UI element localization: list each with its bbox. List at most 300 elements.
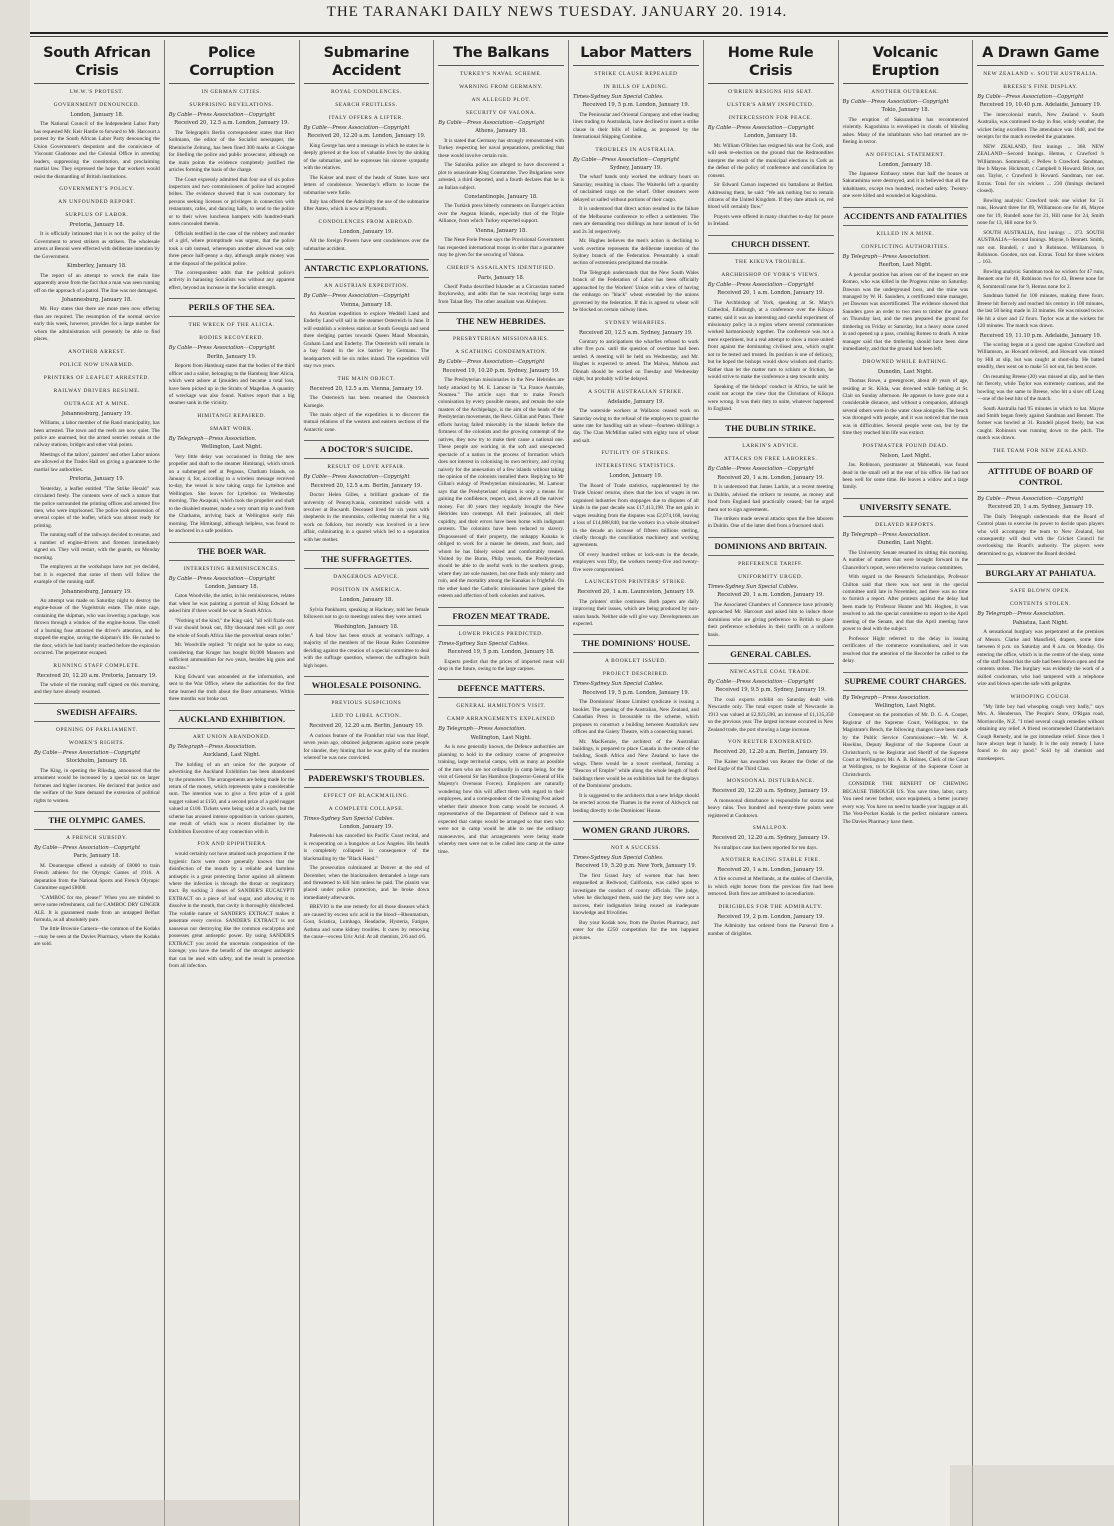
subheading: STRIKE CLAUSE REPEALED <box>594 71 678 77</box>
section-heading: A DOCTOR'S SUICIDE. <box>304 440 430 459</box>
subheading: THE MAIN OBJECT. <box>337 375 396 382</box>
subheading: AN UNFOUNDED REPORT. <box>58 199 136 206</box>
dateline: London, January 18. <box>339 597 393 604</box>
article-paragraph: A peculiar position has arisen out of the inquest on one Romeo, who was killed in the Progress mine on Saturday. Dawson was the underground boss, and the mine was managed by W. H. Saunders, a certificated mine manager, yet Dawson was uncertificated. The evidence showed that Saunders gave an order to two men to timber the ground on Thursday last, and the men prepared the ground for timbering on Friday or Saturday, but a heavy stone caved in and opened up a pass, crushing Romeo to death. A mine manager said that the timbering should have been done immediately, and that the ground had been left. <box>842 271 969 353</box>
section-heading: FROZEN MEAT TRADE. <box>438 607 564 626</box>
agency-credit: By Cable—Press Association—Copyright <box>438 359 545 366</box>
subheading: CONFLICTING AUTHORITIES. <box>861 243 950 250</box>
section-heading: THE NEW HEBRIDES. <box>438 312 564 331</box>
article-paragraph: It is officially intimated that it is not the policy of the Government to arrest strikers as strikers. The wholesale arrests at Benoni were effected with deliberate intention by the Government. <box>34 231 160 260</box>
agency-credit: By Telegraph—Press Association. <box>168 743 257 750</box>
dateline: Vienna, January 18. <box>475 227 527 234</box>
article-paragraph: The University Senate resumed its sitting this morning. A number of matters that were brought forward in the Chancellor's report, were referred to various committees. <box>842 549 969 571</box>
subheading: OPENING OF PARLIAMENT. <box>56 726 138 733</box>
article-paragraph: The eruption of Sakurashima has recommenced violently. Kagoshima is enveloped in clouds of blinding ashes. Many of the inhabitants who had returned are re-fleeing in terror. <box>842 116 969 146</box>
subheading: THE KIKUYA TROUBLE. <box>735 258 807 265</box>
agency-credit: By Telegraph—Press Association. <box>168 435 257 442</box>
article-paragraph: Mr. Hughes believes the men's action is declining to work overtime represents the deliberate intention of the Sydney branch of the Federation. Presumably a small section of extremists precipitated the trouble. <box>573 238 699 267</box>
dateline: Auckland, Last Night. <box>202 752 261 759</box>
dateline: Received 20, 1 a.m. London, January 19. <box>717 867 824 874</box>
article-paragraph: Jas. Robinson, postmaster at Mahoetahi, was found dead in the small cell at the rear of his office. He had not been well for some time. He leaves a widow and a large family. <box>842 462 969 491</box>
subheading: CAMP ARRANGEMENTS EXPLAINED <box>447 716 556 723</box>
subheading: BREESE'S FINE DISPLAY. <box>1003 84 1079 90</box>
article-paragraph: An attempt was made on Saturday night to destroy the engine-house of the Vogelstruis estate. The mine cage, containing the skipman, who was lowering a package, was thrown through a window of the engine-house. The smell of a burning fuse attracted the driver's attention, and he stopped the engine, saving the skipman's life. He rushed to the door, which he had barely reached before the explosion occurred. The perpetrator escaped. <box>34 597 160 657</box>
agency-credit: Times-Sydney Sun Special Cables. <box>707 583 799 590</box>
section-heading: UNIVERSITY SENATE. <box>843 498 969 517</box>
agency-credit: Times-Sydney Sun Special Cables. <box>303 815 395 822</box>
article-paragraph: The correspondent adds that the political police's activity in harassing Socialists was without any apparent effect, beyond an increase in the Socialist strength. <box>168 269 295 291</box>
subheading: IN GERMAN CITIES. <box>201 89 262 95</box>
article-paragraph: The scoring began at a good rate against Crawford and Williamson, as Howard relieved, and Howard was missed by Hill at slip, but was caught at short-slip. He batted steadily, then went on to make 51 not out, his best score. <box>977 341 1104 371</box>
subheading: ATTACKS ON FREE LABORERS. <box>723 456 818 463</box>
article-paragraph: The wharf hands only worked the ordinary hours on Saturday, resulting in chaos. The Waiteriki left a quantity of unclaimed cargo on the wharf. Other steamers were delayed or sailed without portions of their cargo. <box>573 174 699 203</box>
article-paragraph: The intercolonial match, New Zealand v. South Australia, was continued to-day in fine, windy weather, the wicket being excellent. The attendance was 1040, and the receipts for the match exceeded the guarantee. <box>977 111 1104 141</box>
dateline: Kimberley, January 18. <box>66 263 127 270</box>
dateline: Received 20, 12.20 a.m. Pretoria, January 19. <box>36 672 157 679</box>
agency-credit: By Cable—Press Association—Copyright <box>438 120 545 126</box>
dateline: Received 20, 12.5 a.m. London, January 19. <box>174 120 290 127</box>
article-paragraph: Speaking of the bishops' conduct in Africa, he said he could not accept the view that the Christians of Kikuya were wrong. It was their duty to unite, whatever happened in England. <box>707 383 834 412</box>
dateline: Received 19, 10.20 p.m. Sydney, January 19. <box>442 367 560 374</box>
section-heading: THE DUBLIN STRIKE. <box>708 419 834 438</box>
dateline: Washington, January 18. <box>334 623 399 630</box>
dateline: London, January 18. <box>878 161 932 168</box>
subheading: POSITION IN AMERICA. <box>330 587 402 594</box>
article-paragraph: Bowling analysis: Sandman took no wickets for 47 runs, Bennett one for 40, Robinson two for 43, Breese none for 8, Sommerall none for 9, Hemus none for 2. <box>977 268 1104 290</box>
article-paragraph: A curious feature of the Frankfurt trial was that Hopf, seven years ago, obtained judgments against some people for slander, they hinting that he was guilty of the murders whereof he was now convicted. <box>303 732 430 762</box>
dateline: Received 20, 1 a.m. Launceston, January 19. <box>577 589 695 596</box>
agency-credit: By Telegraph—Press Association. <box>842 694 931 701</box>
dateline: Dunedin, Last Night. <box>877 368 933 375</box>
article-paragraph: The Japanese Embassy states that half the houses at Sakurashima were destroyed, and it is believed that all the inhabitants, except two hundred, reached safety. Twenty-one were killed and wounded at Kagoshima. <box>842 171 969 200</box>
subheading: AN ALLEGED PLOT. <box>471 97 531 103</box>
subheading: SECURITY OF VALONA. <box>465 110 537 116</box>
article-paragraph: BREVIO is the one remedy for all those diseases which are caused by excess uric acid in the blood—Rheumatism, Gout, Sciatica, Lumbago, Headache, Hysteria, Fatigue, Asthma and some kidney troubles. It cures by removing the cause—excess Uric Acid. At all chemists, 2/6 and 4/6. <box>303 904 430 941</box>
section-heading: THE DOMINIONS' HOUSE. <box>573 634 699 653</box>
subheading: INTERCESSION FOR PEACE. <box>728 115 813 121</box>
section-heading: DOMINIONS AND BRITAIN. <box>708 537 834 556</box>
article-paragraph: A monsoonal disturbance is responsible for storms and heavy rains. Two hundred and twenty-three points were registered at Cooktown. <box>707 797 834 819</box>
subheading: GENERAL HAMILTON'S VISIT. <box>456 703 546 710</box>
article-paragraph: All the foreign Powers have sent condolences over the submarine accident. <box>303 238 430 252</box>
article-paragraph: Thomas Rowe, a greengrocer, about 40 years of age, residing at St. Kilda, was drowned while bathing at St. Clair on Sunday afternoon. He appears to have gone out a considerable distance, and without a companion, although several others were in the water close alongside. The beach was thronged with people, and it was noticed that the man was in difficulties. Several people went out, but by the time they reached him life was extinct. <box>842 378 969 437</box>
subheading: DROWNED WHILE BATHING. <box>862 358 949 365</box>
subheading: NEWCASTLE COAL TRADE. <box>729 669 812 676</box>
section-heading: AUCKLAND EXHIBITION. <box>169 710 295 729</box>
article-paragraph: The Daily Telegraph understands that the Board of Control plans to exercise its power to decide upon players who will accompany the team to New Zealand, but consequently will deal with the Cricket Council for overlooking the Board's authority. The players were determined to go, whatever the Board decided. <box>977 513 1104 557</box>
article-paragraph: Experts predict that the prices of imported meat will drop in the future, owing to the large carpoes. <box>438 658 564 672</box>
subheading: SURPLUS OF LABOR. <box>65 212 129 219</box>
article-paragraph: South Australia had 95 minutes in which to bat. Mayne and Smith began freely against Sandman and Bennett. The former was bowled at 31. Rundell played freely, but was caught. Robinson was running down to the pitch. The match was drawn. <box>977 405 1104 442</box>
dateline: London, January 18. <box>70 112 124 118</box>
subheading: ROYAL CONDOLENCES. <box>330 89 402 95</box>
subheading: O'BRIEN RESIGNS HIS SEAT. <box>728 89 814 95</box>
dateline: London, January 19. <box>609 473 663 480</box>
article-paragraph: The Salonika police are alleged to have discovered a plot to assassinate King Constantine. Two Bulgarians were arrested, a third deported, and a fourth declares that he is an Italian subject. <box>438 162 564 191</box>
agency-credit: Times-Sydney Sun Special Cables. <box>573 681 664 688</box>
section-heading: WHOLESALE POISONING. <box>304 676 430 695</box>
subheading: A COMPLETE COLLAPSE. <box>328 805 405 812</box>
article-paragraph: The King, in opening the Riksdag, announced that the armament would be increased by a special tax on larger fortunes and higher incomes. He declared that justice and the welfare of the State demand the extension of political rights to women. <box>34 767 160 804</box>
subheading: CONTENTS STOLEN. <box>1010 601 1072 608</box>
column-heading: A Drawn Game <box>977 44 1104 66</box>
agency-credit: By Telegraph—Press Association. <box>842 253 931 260</box>
article-paragraph: A sensational burglary was perpetrated at the premises of Messrs. Clarke and Mansfield, drapers, some time between 8 p.m. on Saturday and 8 a.m. on Monday. On entering the office, which is in the centre of the shop, some of the staff found that the safe had been blown open and the contents stolen. The burglary was evidently the work of a skilled cracksman, who had tampered with a telephone wire and blown open the safe with gelignite. <box>977 629 1104 688</box>
subheading: EFFECT OF BLACKMAILING. <box>323 792 410 799</box>
subheading: CONDOLENCES FROM ABROAD. <box>318 218 415 225</box>
subheading: INTERESTING STATISTICS. <box>595 463 677 470</box>
subheading: LOWER PRICES PREDICTED. <box>458 630 544 637</box>
agency-credit: By Cable—Press Association—Copyright <box>303 474 410 481</box>
subheading: DIRIGIBLES FOR THE ADMIRALTY. <box>718 903 823 910</box>
dateline: Received 20, 1 a.m. London, January 19. <box>717 290 824 297</box>
agency-credit: By Cable—Press Association—Copyright <box>573 156 680 163</box>
dateline: Received 20, 12.5 a.m. Sydney, January 19. <box>579 329 693 336</box>
dateline: Johannesburg, January 19. <box>61 410 132 417</box>
dateline: London, January 19. <box>339 228 393 235</box>
article-paragraph: The Presbyterian missionaries in the New Hebrides are hotly attacked by M. E. Lamour in "La France Australe, Noumea." The article says that to make French colonisation by every possible means, and remain the sole masters of the Archipelago, is the aim of the heads of the Presbyterian movements, the Revs. Gillan and Paton. Their efforts having failed miserably in the islands before the firmness of the colonists and the growing contempt of the natives, they now try to make their cause a national one. These people are working in the soft and unexpected spectacle of a nation in the process of formation which does not interest in colonising its own territory, and crying naively for the annexation of a few islands without taking the opinion of the colonists installed there. Replying to Mr Gillan's eulogy of Presbyterian missionaries, M. Lamour says that the Presbyterians' religion is only a means for gaining the confidence, respect, and, above all the natives' money. For 40 years they regularly brought the New Hebrides into contempt. All their jealousies, all their cupidity, and their errors have been borne with indignant protests. The colonists have been reduced to slavery. Dispossessed of their property, the unhappy Kanaka is obliged to work for a master he detests, and fears, and whom he has falsely seized and comfortably treated. Visited by the Burns, Philp vessels, the Presbyterians should be able to do useful work in the southern group, where they are sole masters, but one finds only misery and ruin, and the mortality among the Kanakas is frightful. On the other hand the Catholic missionaries have gained the esteem and affection of both colonists and natives. <box>438 377 564 600</box>
section-heading: PADEREWSKI'S TROUBLES. <box>304 769 430 788</box>
article-paragraph: The holding of an art union for the purpose of advertising the Auckland Exhibition has been abandoned by the promoters. The arrangements are being made for the return of the money, which represents quite a considerable sum. The intention was to give a first prize of a gold nugget valued at £150, and a second prize of a gold nugget valued at £100. Tickets were being sold at 2s each, but the scheme has aroused intense opposition in various quarters, one result of which was a recent disclaimer by the Exhibition Executive of any connection with it. <box>168 761 295 835</box>
subheading: PRINTERS OF LEAFLET ARRESTED. <box>43 374 150 381</box>
agency-credit: By Cable—Press Association—Copyright <box>168 112 275 118</box>
section-heading: THE OLYMPIC GAMES. <box>34 811 160 830</box>
column-heading: Submarine Accident <box>304 44 430 84</box>
subheading: DANGEROUS ADVICE. <box>333 574 400 581</box>
dateline: Nelson, Last Night. <box>879 452 931 459</box>
dateline: Received 20, 1 a.m. London, January 19. <box>717 474 824 481</box>
dateline: Berlin, January 19. <box>206 353 257 360</box>
subheading: VON REUTER EXONERATED. <box>727 739 814 746</box>
article-paragraph: Officials testified in the case of the robbery and murder of a girl, where promptitude was urgent, that the police took a cab instead, whereupon another allowed was only three pence half-penny a day, although ample money was at the disposal of the political police. <box>168 230 295 267</box>
article-paragraph: Meetings of the tailors', painters' and other Labor unions are allowed at the Trades Hall on giving a guarantee to the martial law authorities. <box>34 451 160 473</box>
dateline: Reefton, Last Night. <box>878 262 933 269</box>
article-paragraph: The strikers made several attacks upon the free laborers in Dublin. One of the latter died from a fractured skull. <box>707 516 834 530</box>
subheading: TROUBLES IN AUSTRALIA. <box>595 146 677 153</box>
dateline: Wellington, Last Night. <box>201 444 263 451</box>
dateline: Received 19, 9.5 p.m. Sydney, January 19. <box>715 687 826 694</box>
article-paragraph: The Kaiser has awarded von Reuter the Order of the Red Eagle of the Third Class. <box>707 758 834 772</box>
dateline: London, January 19. <box>339 823 393 830</box>
dateline: Received 20, 12.5 a.m. Vienna, January 19. <box>309 385 424 392</box>
article-paragraph: The Telegraph's Berlin correspondent states that Herr Sollmann, the editor of the Socialist newspaper, the Rheinische Zeitung, has been fined 300 marks at Cologne for libelling the police and public prosecutor, although on the main points the evidence completely justified the articles forming the basis of the charge. <box>168 129 295 174</box>
masthead-rule-thin <box>30 36 1108 37</box>
subheading: ULSTER'S ARMY INSPECTED. <box>726 102 815 108</box>
subheading: IN BILLS OF LADING. <box>603 84 669 90</box>
section-heading: PERILS OF THE SEA. <box>169 298 295 317</box>
section-heading: ANTARCTIC EXPLORATIONS. <box>304 259 430 278</box>
article-paragraph: Sir Edward Carson inspected six battalions at Belfast. Addressing them, he said: "We ask nothing but to remain citizens of the United Kingdom. If they dare attack us, red blood will certainly flow." <box>707 182 834 211</box>
subheading: TURKEY'S NAVAL SCHEME. <box>460 71 543 77</box>
article-paragraph: CONSIDER THE BENEFIT OF CHEWING BECAUSE THROUGH US. You save time, labor, carry. You need never bother, once equipment, a better journey every way. You have no need to handle your luggage at all. The Vest-Pocket Kodak is the perfect miniature camera. The Davies Pharmacy have them. <box>842 781 969 825</box>
section-heading: ATTITUDE OF BOARD OF CONTROL <box>977 462 1104 492</box>
subheading: ANOTHER OUTBREAK. <box>871 89 940 95</box>
dateline: Received 19, 5 p.m. London, January 18. <box>447 649 555 656</box>
article-paragraph: Doctor Helen Gilles, a brilliant graduate of the university of Pennsylvania, committed suicide with a revolver at Bocsardt. Deceased lived for six years with shepherds in the mountains, collecting material for a big work on folklore, but recently was involved in a love affair, culminating in a quarrel which led to a separation with her mother. <box>303 492 430 543</box>
subheading: ITALY OFFERS A LIFTER. <box>328 115 404 121</box>
article-paragraph: The little Brownie Camera—the common of the Kodaks—may be seen at the Davies Pharmacy, where the Kodaks are sold. <box>34 926 160 948</box>
article-paragraph: "CAMBOC for me, please!" When you are minded to serve some refreshment, call for CAMBOC DRY GINGER ALE. It is guaranteed made from an untapped Belfast formula, as all absolutely pure. <box>34 894 160 923</box>
article-paragraph: Sandman batted for 100 minutes, making three fours. Breese hit fiercely and reached his century in 100 minutes, the last 50 being made in 33 minutes. He was missed twice. He hit a sixer and 12 fours. Taylor was at the wickets for 120 minutes. The match was drawn. <box>977 293 1104 330</box>
subheading: RAILWAY DRIVERS RESUME. <box>53 387 141 394</box>
dateline: Johannesburg, January 19. <box>61 588 132 595</box>
article-paragraph: Mr. Hoy states that there are more men now offering than are required. The resumption of the normal service early this week, however, provides for a large number for whom the administration will presently be able to find places. <box>34 306 160 343</box>
subheading: LW.W.'S PROTEST. <box>69 89 124 95</box>
agency-credit: Times-Sydney Sun Special Cables. <box>573 94 664 100</box>
subheading: KILLED IN A MINE. <box>876 230 935 237</box>
article-paragraph: With regard to the Research Scholarships, Professor Chilton said that there was not sent in the special committee until late in November, and there was no time to furnish a report. After protests against the delay had been made by Professor Hunter and Mr. Hogben, it was resolved to ask the special committee to report to the April meeting of the Senate, and that the April meeting have power to deal with the subject. <box>842 574 969 633</box>
dateline: Pahiatua, Last Night. <box>1012 619 1069 626</box>
subheading: SYDNEY WHARFIES. <box>605 319 667 326</box>
subheading: FOX AND EPIPHTHERA <box>197 841 266 848</box>
article-paragraph: Professor Hight referred to the delay in issuing certificates of the commerce examinations, and it was resolved that the attention of the Recorder be called to the delay. <box>842 635 969 665</box>
article-paragraph: Mr. Woodville replied: "It might not be quite so easy, considering that Kruger has bought 60,000 Mausers and sufficient ammunition for two years, besides big guns and maxims." <box>168 642 295 671</box>
article-paragraph: As is now generally known, the Defence authorities are planning to hold in the ordinary course of progressive training, large territorial camps, with as many as possible of the men who are not ordinarily in camp being, for the visit of General Sir Ian Hamilton (Inspector-General of His Majesty's Overseas Forces). Employers are naturally wondering how this will affect them with regard to their employees, and a correspondent of the Evening Post asked whether their absence from camp would be excused. A representative of the Department of Defence said it was expected that camps would be arranged so that men who were not in camp would be able to see the ordinary manoeuvres, and that arrangements were being made whereby men were not to be called into camp at the same time. <box>438 744 564 855</box>
dateline: Received 19, 5.20 p.m. New York, January 19. <box>575 863 697 870</box>
news-column <box>300 40 435 1526</box>
subheading: BODIES RECOVERED. <box>199 335 264 342</box>
article-paragraph: The Board of Trade statistics, supplemented by the Trade Unions' returns, show that the loss of wages in ten organised industries from stoppages due to disputes of all kinds in the past decade was £17,413,198. The net gain in wages resulting from the disputes was £2,074,168, leaving a loss of £14,088,840, but the workers in a whole obtained in the decade an increase of fifteen millions sterling, chiefly through the conciliation machinery and working agreements. <box>573 482 699 549</box>
article-paragraph: The coal exports exhibit on Saturday dealt with Newcastle only. The total export trade of Newcastle in 1913 was valued at £2,923,590, an increase of £1,135,350 on the previous year. The largest increase occurred in New Zealand trade, the port showing a large increase. <box>707 696 834 733</box>
dateline: Paris, January 18. <box>73 853 121 860</box>
column-heading: Police Corruption <box>169 44 295 84</box>
subheading: THE WRECK OF THE ALICIA. <box>188 322 275 329</box>
dateline: Received 20, 12.20 a.m. Sydney, January 19. <box>712 835 830 842</box>
subheading: POSTMASTER FOUND DEAD. <box>862 442 949 449</box>
subheading: LARKIN'S ADVICE. <box>742 443 799 450</box>
news-column <box>839 40 974 1526</box>
agency-credit: By Cable—Press Association—Copyright <box>303 293 410 300</box>
article-paragraph: "My little boy had whooping cough very badly," says Mrs. A. Henderson, The People's Store, O'Rigan road, Morrinsville, N.Z. "I tried several cough remedies without obtaining any relief. A friend recommended Chamberlain's Cough Remedy, and he got immediate relief. Since then I have always kept it handy. It is the only remedy I have found to do any good." Sold by all chemists and storekeepers. <box>977 703 1104 762</box>
article-paragraph: The running staff of the railways decided to resume, and a number of engine-drivers and firemen immediately signed on. They will restart, with the guards, on Monday morning. <box>34 532 160 561</box>
article-paragraph: The report of an attempt to wreck the main line apparently arose from the fact that a man was seen running off on the approach of a patrol. The line was not damaged. <box>34 272 160 294</box>
subheading: DELAYED REPORTS. <box>875 521 936 528</box>
dateline: Tokio, January 18. <box>881 107 930 114</box>
article-paragraph: The main object of the expedition is to discover the mutual relations of the western and eastern sections of the Antarctic zone. <box>303 411 430 433</box>
news-column <box>30 40 165 1526</box>
subheading: AN OFFICIAL STATEMENT. <box>865 151 946 158</box>
subheading: ARCHBISHOP OF YORK'S VIEWS. <box>721 271 820 278</box>
article-paragraph: King George has sent a message in which he states he is deeply grieved at the loss of valuable lives by the sinking of the submarine, and he expresses his sincere sympathy with the relatives. <box>303 142 430 172</box>
article-paragraph: An Austrian expedition to explore Weddell Land and Enderby Land will sail in the steamer Osterreich in June. It will establish a wireless station at South Georgia and send three sledging parties towards Queen Maud Mountain, Graham Land and Enderby. The Osterreich will remain in a bay found in the ice barrier by Germans. The headquarters will be six miles inland. The expedition will stay two years. <box>303 311 430 370</box>
dateline: London, January 18. <box>744 133 798 140</box>
subheading: MONSOONAL DISTURBANCE. <box>726 778 815 785</box>
article-paragraph: Mr. MacKenzie, the architect of the Australian buildings, is prepared to place Canada in the centre of the building, South Africa and New Zealand to have the wings. There would be a tower overhead, forming a "Beacon of Empire" while along the whole length of both buildings there would be an exhibition hall for the displays of the Dominions' products. <box>573 738 699 790</box>
subheading: A FRENCH SUBSIDY. <box>66 834 128 841</box>
article-paragraph: It is suggested to the architects that a new bridge should be erected across the Thames in the event of Aldwych not lending directly to the Dominions' House. <box>573 792 699 814</box>
subheading: NEW ZEALAND v. SOUTH AUSTRALIA. <box>983 71 1099 77</box>
news-column <box>973 40 1108 1526</box>
subheading: FUTILITY OF STRIKES. <box>601 450 671 457</box>
dateline: Received 20, 1 a.m. Sydney, January 19. <box>987 504 1094 511</box>
section-heading: SWEDISH AFFAIRS. <box>34 703 160 722</box>
news-column <box>569 40 704 1526</box>
dateline: Received 19, 2 p.m. London, January 19. <box>717 913 825 920</box>
article-paragraph: The Turkish press bitterly comments on Europe's action over the Aegean Islands, especially that of the Triple Alliance, from which Turkey expected support. <box>438 203 564 225</box>
dateline: Stockholm, January 18. <box>66 758 128 765</box>
agency-credit: By Cable—Press Association—Copyright <box>168 345 275 352</box>
dateline: Pretoria, January 18. <box>69 222 125 229</box>
section-heading: BURGLARY AT PAHIATUA. <box>977 564 1104 583</box>
subheading: A SCATHING CONDEMNATION. <box>455 349 548 356</box>
article-paragraph: The waterside workers at Wallaroo ceased work on Saturday owing to the refusal of the employers to grant the same rate for handling salt as wheat—fourteen shillings a day. The Clan McMillan sailed with eighty tons of wheat and salt. <box>573 408 699 444</box>
agency-credit: By Cable—Press Association—Copyright <box>707 125 814 131</box>
subheading: ANOTHER ARREST. <box>68 348 126 355</box>
subheading: SURPRISING REVELATIONS. <box>189 102 274 108</box>
subheading: AN AUSTRIAN EXPEDITION. <box>324 283 409 290</box>
subheading: GOVERNMENT'S POLICY. <box>59 186 135 193</box>
article-paragraph: Sylvia Pankhurst, speaking at Hackney, told her female followers not to go to meetings unless they were armed. <box>303 606 430 621</box>
subheading: SEARCH FRUITLESS. <box>335 102 398 108</box>
article-paragraph: The Neue Freie Presse says the Provisional Government has requested international troops in order that a guarantee may be given for the securing of Valona. <box>438 237 564 259</box>
dateline: Received 20, 12.20 a.m. London, January 19. <box>307 133 426 140</box>
article-paragraph: Of every hundred strikes or lock-outs in the decade, employers won fifty, the workers twenty-five and twenty-five were compromised. <box>573 551 699 573</box>
agency-credit: By Cable—Press Association—Copyright <box>707 679 814 686</box>
article-paragraph: King Edward was astounded at the information, and sent to the War Office, where the authorities for the first time learned the truth about the Boer armaments. Within three months war broke out. <box>168 674 295 703</box>
article-paragraph: Caton Woodville, the artist, in his reminiscences, relates that when he was painting a portrait of King Edward he asked him if there would be war in South Africa. <box>168 593 295 615</box>
article-paragraph: The prosecution culminated at Denver at the end of December, when the blackmailers demanded a large sum and threatened to kill him unless he paid. The pianist was placed under police protection, and he broke down immediately afterwards. <box>303 865 430 901</box>
article-paragraph: The Associated Chambers of Commerce have privately approached Mr. Harcourt and asked him to induce those dominions who are giving preference to British to place their preference schedules in their tariffs on a uniform basis. <box>707 601 834 638</box>
agency-credit: By Cable—Press Association—Copyright <box>842 99 949 105</box>
subheading: NOT A SUCCESS. <box>610 845 661 852</box>
dateline: Received 20, 12.20 a.m. Berlin, January 19. <box>713 749 828 756</box>
subheading: A SOUTH AUSTRALIAN STRIKE. <box>588 388 684 395</box>
agency-credit: By Cable—Press Association—Copyright <box>707 466 814 473</box>
article-paragraph: It is stated that Germany has strongly remonstrated with Turkey respecting her naval preparations, predicting that these would involve certain ruin. <box>438 137 564 159</box>
column-heading: Labor Matters <box>573 44 699 66</box>
dateline: Received 19, 5 p.m. London, January 19. <box>582 689 690 696</box>
article-paragraph: "Nothing of the kind," the King said, "all will fizzle out. If war should break out, fifty thousand men will go over the whole of South Africa like the proverbial steam roller." <box>168 617 295 639</box>
agency-credit: By Cable—Press Association—Copyright <box>707 281 814 288</box>
masthead-rule <box>30 32 1108 34</box>
article-paragraph: On resuming Breese (20) was missed at slip, and he then hit fiercely, while Taylor was extremely cautious, and the bowling was the same to Breese, who hit a sixer off Long—one of the best hits of the match. <box>977 373 1104 403</box>
column-heading: Volcanic Eruption <box>843 44 969 84</box>
article-paragraph: The Kaiser and most of the heads of States have sent letters of condolence. Yesterday's efforts to locate the submarine were futile. <box>303 174 430 196</box>
agency-credit: By Cable—Press Association—Copyright <box>977 495 1084 502</box>
subheading: OUTRAGE AT A MINE. <box>64 400 130 407</box>
article-paragraph: The Osterreich has been renamed the Osterreich Karnegie. <box>303 395 430 409</box>
subheading: PREVIOUS SUSPICIONS <box>331 700 402 707</box>
article-paragraph: The printers' strike continues. Both papers are daily improving their issues, which are being produced by non-union hands. Neither side will give way. Developments are expected. <box>573 598 699 627</box>
agency-credit: By Cable—Press Association—Copyright <box>34 844 141 851</box>
article-paragraph: Consequent on the promotion of Mr. D. G. A. Cooper, Registrar of the Supreme Court, Wellington, to the Magistrate's Bench, the following changes have been made by the Public Service Commissioner:—Mr. W. A. Hawkins, Deputy Registrar of the Supreme Court at Christchurch, to be Registrar and Sheriff of the Supreme Court at Wellington; Mr. A. B. Holmes, Clerk of the Court at Wellington, to be Registrar of the Supreme Court at Christchurch. <box>842 712 969 778</box>
dateline: Dunedin, Last Night. <box>877 540 933 547</box>
dateline: Wellington, Last Night. <box>874 702 936 709</box>
article-paragraph: NEW ZEALAND, first innings ... 368. NEW ZEALAND—Second Innings. Hemus, c Crawford b Williamson. Sommerall, c Pellew b Crawford. Sandman, lbw b Mayne. Hickmott, c Campbell b Howard. Brice, not out. Taylor, c Crawford b Howard. Sandman, not out. Extras. Total for six wickets ... 230 (Innings declared closed). <box>977 143 1104 195</box>
article-paragraph: would certainly not have attained such proportions if the hygienic facts were more generally known that the disinfection of the mouth by a reliable and harmless antiseptic is a great protecting factor against all ailments where the infection is through the throat or respiratory tract. By sucking 3 doses of SANDER'S EUCALYPTI EXTRACT on a piece of loaf sugar, and allowing it to dissolve in the mouth, that cavity is thoroughly disinfected. The volatile nature of SANDER'S EXTRACT makes it penetrate every crevice. SANDER'S EXTRACT is not nauseous nor destroying like the common eucalyptus and possesses great antiseptic power. By using SANDER'S EXTRACT you avoid the uncertain composition of the lozenge; you have the benefit of the strongest antiseptic that can be used with safety, and the result is protection from all infection. <box>168 851 295 969</box>
article-paragraph: Prayers were offered in many churches to-day for peace in Ireland. <box>707 213 834 228</box>
subheading: PREFERENCE TARIFF. <box>738 560 804 567</box>
agency-credit: By Telegraph—Press Association. <box>438 726 526 733</box>
article-paragraph: The Dominions' House Limited syndicate is issuing a booklet. The opening of the Australian, New Zealand, and Canadian Press is favourable to the scheme, which proposes to construct a building between Australia's new offices and the Gaiety Theatre, with a connecting tunnel. <box>573 699 699 736</box>
article-paragraph: The Court expressly admitted that four out of six police inspectors and two commissioners of police had accepted bribes. The evidence showed that it was customary for persons seeking licenses or privileges in connection with restaurants, cafes, and dancing halls, to send to the police or to their wives luncheon hampers with hundred-mark notes concealed therein. <box>168 176 295 228</box>
subheading: UNIFORMITY URGED. <box>738 573 804 580</box>
agency-credit: By Telegraph—Press Association. <box>977 611 1065 618</box>
article-paragraph: Contrary to anticipations the wharfies refused to work after five p.m. until the question of overtime had been settled. A meeting will be held on Wednesday, and Mr. Hughes is expected to attend. The Malwa, Mabota and Dinnah should be worked on Tuesday and Wednesday night, but probably will be delayed. <box>573 339 699 383</box>
subheading: INTERESTING REMINISCENCES. <box>183 565 280 572</box>
agency-credit: By Cable—Press Association—Copyright <box>168 575 275 582</box>
article-paragraph: Paderewski has cancelled his Pacific Coast recital, and is recuperating on a bungalow at Los Angeles. His health is completely collapsed in consequence of the blackmailing by the "Black Hand." <box>303 833 430 862</box>
subheading: THE TEAM FOR NEW ZEALAND. <box>992 447 1089 454</box>
subheading: WARNING FROM GERMANY. <box>459 84 544 90</box>
subheading: LAUNCESTON PRINTERS' STRIKE. <box>584 579 687 586</box>
agency-credit: By Cable—Press Association—Copyright <box>34 749 141 756</box>
dateline: Received 19, 5 p.m. London, January 19. <box>582 102 690 109</box>
article-paragraph: A fire occurred at Merilands, at the stables of Cherville, in which eight horses from the previous fire had been removed. Both fires are attributed to incendiarism. <box>707 876 834 898</box>
dateline: Adelaide, January 19. <box>607 398 665 405</box>
article-paragraph: Mr. William O'Brien has resigned his seat for Cork, and will seek re-election on the ground that the Redmondites interpret the result of the municipal elections in Cork as the defeat of the policy of conference and conciliation by consent. <box>707 142 834 179</box>
dateline: Received 19, 11.10 p.m. Adelaide, January 19. <box>979 332 1102 339</box>
subheading: LED TO LIBEL ACTION. <box>331 713 402 720</box>
agency-credit: By Telegraph—Press Association. <box>842 531 931 538</box>
article-paragraph: Cherif Pasha described Iskander as a Circassian named Iboykowsky, and adds that he was receiving large sums from Talaat Bey. The other assailant was Ahliejvez. <box>438 283 564 305</box>
subheading: ANOTHER RACING STABLE FIRE. <box>720 857 821 864</box>
dateline: Constantinople, January 18. <box>464 193 538 200</box>
article-paragraph: Buy your Kodak now, from the Davies Pharmacy, and enter for the £250 competition for the ten happiest pictures. <box>573 919 699 941</box>
article-paragraph: Yesterday, a leaflet entitled "The Strike Herald" was circulated freely. The contents were of such a nature that the police surrounded the printing offices and arrested five men, who were imprisoned. The police took possession of several copies of the leaflet, which was almost ready for printing. <box>34 485 160 529</box>
article-paragraph: The first Grand Jury of women that has been empanelled at Redwood, California, was called upon to investigate the conduct of county officials. The judge, when he discharged them, said the jury they were not a success, their indignation being roused an inadequate knowledge and frivolities. <box>573 872 699 917</box>
agency-credit: By Cable—Press Association—Copyright <box>303 125 410 131</box>
subheading: SAFE BLOWN OPEN. <box>1010 588 1071 595</box>
dateline: London, January 18. <box>205 584 259 591</box>
dateline: Sydney, January 19. <box>609 165 662 172</box>
article-paragraph: SOUTH AUSTRALIA, first innings ... 373. SOUTH AUSTRALIA—Second Innings. Mayne, b Bennett. Smith, not out. Rundell, c and b Robinson. Williamson, b Robinson. Gooden, not out. Extras. Total for three wickets ... 163. <box>977 229 1104 266</box>
column-heading: Home Rule Crisis <box>708 44 834 84</box>
subheading: A BOOKLET ISSUED. <box>604 658 667 665</box>
subheading: WOMEN'S RIGHTS. <box>68 739 125 746</box>
section-heading: THE SUFFRAGETTES. <box>304 550 430 569</box>
article-paragraph: No smallpox case has been reported for ten days. <box>713 844 818 851</box>
article-paragraph: It is understood that direct action resulted in the failure of the Melbourne conference to effect a settlement. The men are demanding two shillings an hour instead of 1s 6d and 2s 3d respectively. <box>573 206 699 235</box>
article-paragraph: Williams, a labor member of the Rand municipality, has been arrested. The town and the reefs are now quiet. The police are unarmed, but the armed sentries remain at the railway stations, bridges and other vital points. <box>34 420 160 449</box>
section-heading: DEFENCE MATTERS. <box>438 679 564 698</box>
article-paragraph: The Peninsular and Oriental Company and other leading lines trading to Australasia, have declined to insert a strike clause in their bills of lading, as proposed by the International Shipping Combine. <box>573 111 699 141</box>
column-heading: South African Crisis <box>34 44 160 84</box>
agency-credit: Times-Sydney Sun Special Cables. <box>573 855 664 862</box>
subheading: CHERIF'S ASSAILANTS IDENTIFIED. <box>446 264 556 271</box>
subheading: HIMITANGI REPAIRED. <box>197 412 266 419</box>
article-paragraph: The Archbishop of York, speaking at St. Mary's Cathedral, Edinburgh, at a conference over the Kikuya matter, said it was an interesting and careful experiment of missionary policy in a region where several communions worked harmoniously together. The conference was not a mere experiment, but a real attempt to show a more united front against the dominating civilised area, which ought not to be tested and trusted. Its position is one of delicacy, but he hoped the bishops would show wisdom and charity. Rather than let the matter turn to schism or friction, he would strive to make the conference a step towards unity. <box>707 299 834 381</box>
dateline: Vienna, January 18. <box>340 301 393 308</box>
article-paragraph: A bad blow has been struck at woman's suffrage, a majority of the members of the House Rules Committee deciding against the creation of a special committee to deal with the suffrage question, whereon the suffragists built high hopes. <box>303 633 430 669</box>
article-paragraph: M. Doumergue offered a subsidy of £8000 to train French athletes for the Olympic Games of 1916. A deputation from the National Sports and French Olympic Committee urged £8000. <box>34 862 160 892</box>
subheading: SMALLPOX. <box>752 825 789 832</box>
subheading: GOVERNMENT DENOUNCED. <box>53 102 141 108</box>
subheading: RESULT OF LOVE AFFAIR. <box>327 464 406 471</box>
section-heading: WOMEN GRAND JURORS. <box>573 821 699 840</box>
article-paragraph: The National Council of the Independent Labor Party has requested Mr. Keir Hardie to forward to Mr. Harcourt a protest by the South African Labor Party denouncing the Union Government's despotism and the connivance of Viscount Gladstone and the Colonial Office in arresting leaders, suppressing the constitution, and proclaiming martial law. They expressed the hope that workers would resist the dismantling of British institutions. <box>34 121 160 180</box>
section-heading: ACCIDENTS AND FATALITIES <box>843 207 969 226</box>
newspaper-columns <box>30 40 1108 1526</box>
agency-credit: By Cable—Press Association—Copyright <box>977 94 1084 100</box>
subheading: PROJECT DESCRIBED. <box>602 671 669 678</box>
dateline: Pretoria, January 19. <box>69 476 125 483</box>
dateline: Athens, January 18. <box>475 128 527 135</box>
dateline: Received 20, 12.20 a.m. Sydney, January 19. <box>712 788 830 795</box>
subheading: SMART WORK. <box>209 425 254 432</box>
subheading: WHOOPING COUGH. <box>1010 693 1071 700</box>
dateline: Received 19, 10.40 p.m. Adelaide, January 19. <box>979 102 1102 109</box>
article-paragraph: The whole of the running staff signed on this morning, and they have already resumed. <box>34 682 160 696</box>
subheading: PRESBYTERIAN MISSIONARIES. <box>453 336 550 343</box>
news-column <box>165 40 300 1526</box>
article-paragraph: It is understood that James Larkin, at a recent meeting in Dublin, advised the strikers to resume, as money and food from England had practically ceased; but he urged them not to sign agreements. <box>707 484 834 513</box>
article-paragraph: The employers at the workshops have not yet decided, but it is expected that some of them will follow the example of the running staff. <box>34 564 160 586</box>
subheading: RUNNING STAFF COMPLETE. <box>53 662 141 669</box>
dateline: Paris, January 18. <box>477 274 525 281</box>
article-paragraph: Very little delay was occasioned in fitting the new propeller and shaft to the steamer Himitangi, which struck on a submerged reef at Pegasus, Chatham Islands, on January 4, for, according to a wireless message received to-day, the vessel is now taking cargo for Lyttelton and Wellington. She leaves for Lyttelton on Wednesday morning. The Awapuni, which took the propeller and shaft to the disabled steamer, made a very smart trip to and from the Chathams, arriving back at Wellington early this morning. The Himitangi, although helpless, was found to be anchored in a safe position. <box>168 453 295 535</box>
subheading: POLICE NOW UNARMED. <box>59 361 135 368</box>
